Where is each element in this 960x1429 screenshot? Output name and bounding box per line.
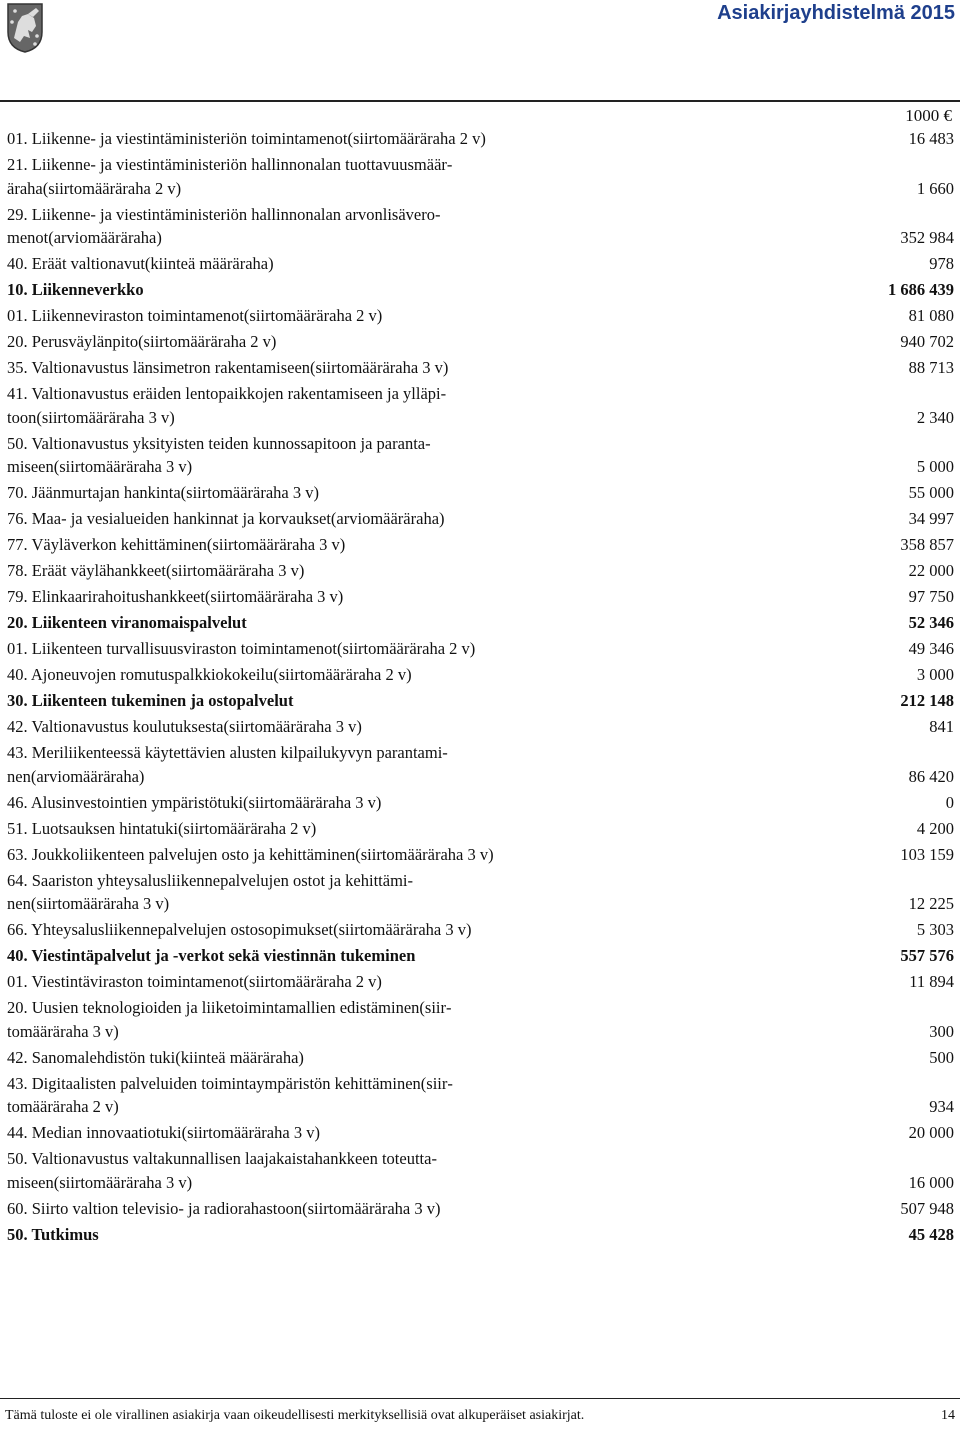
- budget-item-row: [7, 481, 954, 505]
- budget-item-row: [7, 507, 954, 531]
- budget-item-row: [7, 817, 954, 841]
- budget-item-row: [7, 559, 954, 583]
- budget-item-row: [7, 382, 954, 429]
- document-header-title: Asiakirjayhdistelmä 2015: [717, 2, 955, 24]
- budget-item-row: [7, 356, 954, 380]
- row-amount: 103 159: [900, 844, 954, 864]
- page-number: 14: [941, 1408, 955, 1423]
- row-amount: 12 225: [908, 894, 954, 914]
- budget-table: [7, 127, 954, 1249]
- row-label: 50. Tutkimus: [7, 1224, 99, 1244]
- budget-item-row: [7, 432, 954, 479]
- row-amount: 52 346: [908, 613, 954, 633]
- row-amount: 16 483: [908, 129, 954, 148]
- budget-item-row: [7, 715, 954, 739]
- budget-item-row: [7, 637, 954, 661]
- row-label: 40. Eräät valtionavut(kiinteä määräraha): [7, 254, 274, 274]
- row-amount: 11 894: [909, 972, 954, 992]
- budget-item-row: [7, 996, 954, 1043]
- row-amount: 4 200: [916, 818, 954, 838]
- row-amount: 934: [929, 1097, 954, 1117]
- footer-disclaimer: Tämä tuloste ei ole virallinen asiakirja vaan oikeudellisesti merkityksellisiä ovat alkuperäiset asiakirjat.: [5, 1408, 585, 1423]
- coat-of-arms-logo-icon: [6, 2, 44, 54]
- row-amount: 212 148: [900, 691, 954, 711]
- row-amount: 88 713: [908, 358, 954, 378]
- row-label: 29. Liikenne- ja viestintäministeriön hallinnonalan arvonlisäveromenot(arviomääräraha): [7, 204, 441, 248]
- row-label: 51. Luotsauksen hintatuki(siirtomääräraha 2 v): [7, 818, 317, 838]
- row-amount: 97 750: [908, 587, 954, 607]
- budget-item-row: [7, 127, 954, 151]
- row-amount: 81 080: [908, 306, 954, 326]
- budget-item-row: [7, 203, 954, 250]
- row-label: 01. Liikenteen turvallisuusviraston toimintamenot(siirtomääräraha 2 v): [7, 639, 476, 659]
- row-amount: 2 340: [916, 407, 954, 427]
- row-label: 41. Valtionavustus eräiden lentopaikkojen rakentamiseen ja ylläpitoon(siirtomääräraha 3 v): [7, 384, 447, 427]
- row-label: 77. Väyläverkon kehittäminen(siirtomääräraha 3 v): [7, 535, 346, 555]
- row-label: 70. Jäänmurtajan hankinta(siirtomääräraha 3 v): [7, 483, 320, 503]
- row-amount: 507 948: [900, 1198, 954, 1218]
- row-label: 78. Eräät väylähankkeet(siirtomääräraha 3 v): [7, 561, 305, 581]
- row-label: 66. Yhteysalusliikennepalvelujen ostosopimukset(siirtomääräraha 3 v): [7, 920, 472, 940]
- row-label: 44. Median innovaatiotuki(siirtomääräraha 3 v): [7, 1123, 320, 1143]
- row-label: 46. Alusinvestointien ympäristötuki(siirtomääräraha 3 v): [7, 792, 382, 812]
- budget-item-row: [7, 741, 954, 788]
- main-title-row: [7, 278, 954, 302]
- row-amount: 34 997: [908, 509, 954, 529]
- row-amount: 5 000: [916, 457, 954, 477]
- budget-item-row: [7, 918, 954, 942]
- row-amount: 22 000: [908, 561, 954, 581]
- row-label: 20. Perusväylänpito(siirtomääräraha 2 v): [7, 332, 277, 352]
- row-label: 10. Liikenneverkko: [7, 280, 144, 300]
- row-label: 01. Viestintäviraston toimintamenot(siirtomääräraha 2 v): [7, 972, 382, 992]
- row-amount: 557 576: [900, 946, 954, 966]
- row-amount: 300: [929, 1021, 954, 1041]
- budget-item-row: [7, 791, 954, 815]
- budget-item-row: [7, 970, 954, 994]
- budget-item-row: [7, 330, 954, 354]
- row-amount: 352 984: [900, 228, 954, 248]
- row-amount: 500: [929, 1047, 954, 1067]
- main-title-row: [7, 611, 954, 635]
- row-label: 40. Viestintäpalvelut ja -verkot sekä viestinnän tukeminen: [7, 946, 416, 966]
- row-label: 76. Maa- ja vesialueiden hankinnat ja korvaukset(arviomääräraha): [7, 509, 445, 529]
- row-label: 42. Sanomalehdistön tuki(kiinteä määräraha): [7, 1047, 304, 1067]
- row-label: 35. Valtionavustus länsimetron rakentamiseen(siirtomääräraha 3 v): [7, 358, 449, 378]
- row-amount: 940 702: [900, 332, 954, 352]
- row-label: 42. Valtionavustus koulutuksesta(siirtomääräraha 3 v): [7, 717, 362, 737]
- row-label: 43. Meriliikenteessä käytettävien alusten kilpailukyvyn parantaminen(arviomääräraha): [7, 743, 448, 786]
- row-amount: 1 660: [916, 178, 954, 198]
- budget-item-row: [7, 304, 954, 328]
- row-label: 01. Liikenne- ja viestintäministeriön toimintamenot(siirtomääräraha 2 v): [7, 129, 486, 148]
- budget-item-row: [7, 843, 954, 867]
- row-label: 20. Liikenteen viranomaispalvelut: [7, 613, 247, 633]
- budget-item-row: [7, 252, 954, 276]
- budget-item-row: [7, 1147, 954, 1194]
- row-amount: 358 857: [900, 535, 954, 555]
- row-label: 20. Uusien teknologioiden ja liiketoimintamallien edistäminen(siirtomääräraha 3 v): [7, 998, 452, 1041]
- row-label: 30. Liikenteen tukeminen ja ostopalvelut: [7, 691, 294, 711]
- row-amount: 5 303: [916, 920, 954, 940]
- row-label: 79. Elinkaarirahoitushankkeet(siirtomääräraha 3 v): [7, 587, 344, 607]
- budget-item-row: [7, 1046, 954, 1070]
- row-label: 40. Ajoneuvojen romutuspalkkiokokeilu(siirtomääräraha 2 v): [7, 665, 412, 685]
- row-amount: 55 000: [908, 483, 954, 503]
- row-amount: 1 686 439: [888, 280, 954, 300]
- row-amount: 20 000: [908, 1123, 954, 1143]
- row-amount: 16 000: [908, 1172, 954, 1192]
- row-label: 43. Digitaalisten palveluiden toimintaympäristön kehittäminen(siirtomääräraha 2 v): [7, 1073, 453, 1117]
- row-label: 60. Siirto valtion televisio- ja radiorahastoon(siirtomääräraha 3 v): [7, 1198, 441, 1218]
- row-label: 64. Saariston yhteysalusliikennepalvelujen ostot ja kehittäminen(siirtomääräraha 3 v): [7, 870, 414, 914]
- row-amount: 0: [945, 792, 954, 812]
- main-title-row: [7, 689, 954, 713]
- row-label: 63. Joukkoliikenteen palvelujen osto ja kehittäminen(siirtomääräraha 3 v): [7, 844, 494, 864]
- main-title-row: [7, 944, 954, 968]
- row-label: 50. Valtionavustus valtakunnallisen laajakaistahankkeen toteuttamiseen(siirtomääräraha 3 v): [7, 1149, 437, 1192]
- row-amount: 86 420: [908, 766, 954, 786]
- footer-divider: [0, 1398, 960, 1399]
- row-amount: 45 428: [908, 1224, 954, 1244]
- budget-item-row: [7, 153, 954, 200]
- row-amount: 49 346: [908, 639, 954, 659]
- budget-item-row: [7, 1072, 954, 1119]
- row-label: 21. Liikenne- ja viestintäministeriön hallinnonalan tuottavuusmääräraha(siirtomääräraha 2 v): [7, 154, 453, 198]
- budget-item-row: [7, 533, 954, 557]
- row-amount: 3 000: [916, 665, 954, 685]
- budget-item-row: [7, 663, 954, 687]
- budget-item-row: [7, 869, 954, 916]
- row-amount: 841: [929, 717, 954, 737]
- row-amount: 978: [929, 254, 954, 274]
- budget-item-row: [7, 1197, 954, 1221]
- main-title-row: [7, 1223, 954, 1247]
- budget-item-row: [7, 1121, 954, 1145]
- row-label: 01. Liikenneviraston toimintamenot(siirtomääräraha 2 v): [7, 306, 383, 326]
- row-label: 50. Valtionavustus yksityisten teiden kunnossapitoon ja parantamiseen(siirtomääräraha 3 v): [7, 433, 431, 477]
- unit-label: 1000 €: [905, 106, 952, 125]
- header-divider: [0, 100, 960, 102]
- budget-item-row: [7, 585, 954, 609]
